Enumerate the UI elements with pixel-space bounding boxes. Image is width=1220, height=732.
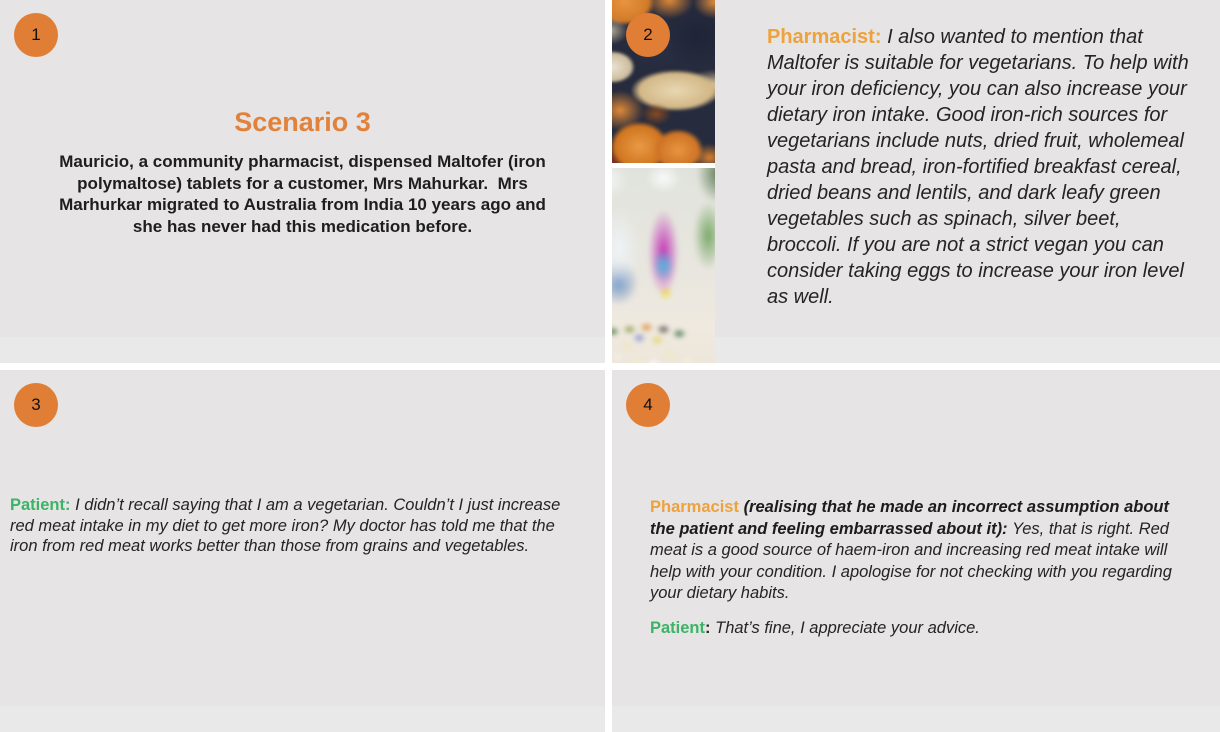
pharmacist-label: Pharmacist [650,498,739,516]
slide-number: 2 [643,25,653,44]
patient-label-colon: : [705,618,711,637]
pharmacist-label: Pharmacist: [767,26,882,48]
slide-2 [612,0,1220,363]
pharmacist-dialog-paragraph [650,497,1184,605]
photo-column [612,0,715,363]
slide-number: 3 [31,395,41,414]
slide-3-number-badge [14,383,58,427]
slide-4-number-badge [626,383,670,427]
patient-dialog-paragraph [10,495,565,557]
slide-1 [0,0,605,363]
slide-2-number-badge [626,13,670,57]
slide-number: 1 [31,25,41,44]
scenario-intro [44,106,561,237]
supplement-bottles-and-pills-image [612,168,715,363]
dialog-block [650,497,1184,639]
scenario-title: Scenario 3 [234,107,371,137]
supplement-bottles-and-pills-image-paint [612,168,715,363]
patient-label: Patient: [10,496,71,514]
pharmacist-dialog-text: Yes, that is right. Red meat is a good source of haem-iron and increasing red meat intake will help with your condition. I apologise for not checking with you regarding your dietary habits. [650,519,1172,602]
patient-dialog-paragraph [650,618,1184,640]
patient-dialog-text: That’s fine, I appreciate your advice. [715,618,980,637]
patient-dialog-text: I didn’t recall saying that I am a vegetarian. Couldn’t I just increase red meat intake in my diet to get more iron? My doctor has told me that the iron from red meat works better than those from grains and vegetables. [10,496,561,555]
pharmacist-stage-direction: (realising that he made an incorrect assumption about the patient and feeling embarrassed about it): [650,498,1169,538]
slide-3 [0,370,605,732]
pharmacist-dialog-paragraph [767,24,1190,310]
slide-1-number-badge [14,13,58,57]
slide-number: 4 [643,395,653,414]
scenario-description: Mauricio, a community pharmacist, dispensed Maltofer (iron polymaltose) tablets for a customer, Mrs Mahurkar. Mrs Marhurkar migrated to Australia from India 10 years ago and she has never had this medication before. [59,152,546,236]
slide-4 [612,370,1220,732]
patient-label: Patient [650,618,706,637]
pharmacist-dialog-text: I also wanted to mention that Maltofer is suitable for vegetarians. To help with your iron deficiency, you can also increase your dietary iron intake. Good iron-rich sources for vegetarians include nuts, dried fruit, wholemeal pasta and bread, iron-fortified breakfast cereal, dried beans and lentils, and dark leafy green vegetables such as spinach, silver beet, broccoli. If you are not a strict vegan you can consider taking eggs to increase your iron level as well. [767,26,1189,308]
